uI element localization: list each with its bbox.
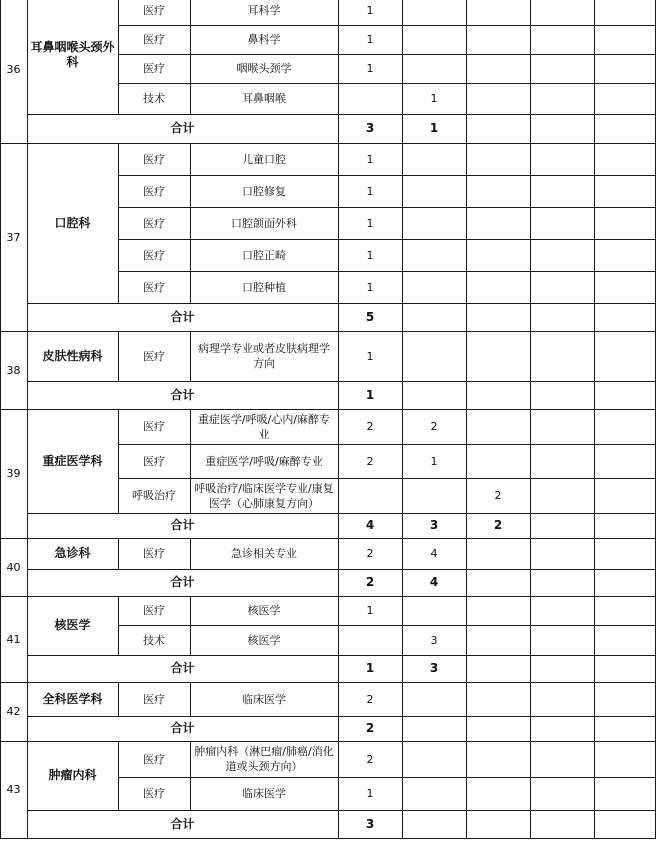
department-name: 皮肤性病科 xyxy=(42,348,103,363)
grid-line xyxy=(402,409,403,538)
total-label: 合计 xyxy=(170,309,195,324)
count-col-2 xyxy=(402,777,466,810)
grid-line xyxy=(530,538,531,596)
department-name: 肿瘤内科 xyxy=(48,768,97,782)
position-type: 医疗 xyxy=(143,420,165,433)
department-name: 急诊科 xyxy=(54,546,91,560)
total-label: 合计 xyxy=(170,387,195,402)
count-col-2: 1 xyxy=(430,454,438,468)
count-col-3 xyxy=(466,207,530,239)
total-label: 合计 xyxy=(170,816,195,831)
grid-line xyxy=(190,331,191,381)
total-label: 合计 xyxy=(170,518,195,532)
major-requirement: 口腔种植 xyxy=(242,280,286,294)
total-col-1: 2 xyxy=(365,721,375,735)
grid-line xyxy=(190,143,191,303)
total-label: 合计 xyxy=(170,121,195,135)
department-name: 核医学 xyxy=(54,618,91,632)
count-col-1: 1 xyxy=(366,184,374,198)
grid-line xyxy=(338,682,339,741)
count-col-3 xyxy=(466,596,530,625)
grid-line xyxy=(402,331,403,409)
position-type: 医疗 xyxy=(143,216,165,230)
count-col-3 xyxy=(466,777,530,810)
grid-line xyxy=(530,143,531,331)
count-col-3 xyxy=(466,444,530,478)
grid-line xyxy=(190,741,191,810)
count-col-3 xyxy=(466,175,530,207)
total-col-2 xyxy=(402,810,466,838)
count-col-1: 1 xyxy=(366,787,374,800)
grid-line xyxy=(27,0,28,143)
grid-line xyxy=(530,0,531,143)
row-index: 40 xyxy=(6,560,21,574)
grid-line xyxy=(338,409,339,538)
grid-line xyxy=(338,596,339,682)
position-type: 医疗 xyxy=(143,349,165,363)
total-col-1: 1 xyxy=(365,387,375,402)
total-col-2: 3 xyxy=(429,661,439,675)
grid-line xyxy=(27,538,28,596)
total-col-3 xyxy=(466,569,530,596)
grid-line xyxy=(402,143,403,331)
grid-line xyxy=(594,0,595,143)
grid-line xyxy=(466,331,467,409)
major-requirement: 重症医学/呼吸/麻醉专业 xyxy=(205,454,323,468)
count-col-3 xyxy=(466,741,530,777)
grid-line xyxy=(0,0,1,143)
major-requirement: 呼吸治疗/临床医学专业/康复医学（心肺康复方向） xyxy=(194,481,334,510)
major-requirement: 核医学 xyxy=(247,633,281,647)
grid-line xyxy=(118,143,119,303)
grid-line xyxy=(190,596,191,655)
count-col-1: 1 xyxy=(366,216,374,230)
position-type: 医疗 xyxy=(143,604,165,617)
grid-line xyxy=(530,741,531,838)
grid-line xyxy=(190,409,191,513)
count-col-1 xyxy=(338,478,402,513)
position-type: 医疗 xyxy=(143,454,165,468)
position-type: 医疗 xyxy=(143,547,165,560)
total-col-2: 4 xyxy=(429,575,439,589)
major-requirement: 口腔颌面外科 xyxy=(231,216,297,230)
grid-line xyxy=(27,409,28,538)
count-col-2 xyxy=(402,207,466,239)
grid-line xyxy=(190,0,191,114)
count-col-1: 1 xyxy=(366,604,374,617)
count-col-3 xyxy=(466,538,530,569)
major-requirement: 耳科学 xyxy=(247,4,281,17)
major-requirement: 临床医学 xyxy=(242,692,286,706)
grid-line xyxy=(118,596,119,655)
major-requirement: 耳鼻咽喉 xyxy=(242,92,286,105)
total-label: 合计 xyxy=(170,661,195,675)
total-col-2 xyxy=(402,303,466,331)
count-col-3 xyxy=(466,625,530,655)
grid-line xyxy=(594,143,595,331)
grid-line xyxy=(594,538,595,596)
count-col-2: 3 xyxy=(430,633,438,647)
row-index: 37 xyxy=(6,230,21,244)
grid-line xyxy=(0,741,1,838)
department-name: 口腔科 xyxy=(54,215,91,230)
count-col-2 xyxy=(402,741,466,777)
count-col-1: 1 xyxy=(366,4,374,17)
row-index: 36 xyxy=(6,63,21,76)
grid-line xyxy=(402,596,403,682)
position-type: 医疗 xyxy=(143,4,165,17)
total-col-3: 2 xyxy=(493,518,503,532)
grid-line xyxy=(118,741,119,810)
major-requirement: 临床医学 xyxy=(242,787,286,800)
position-type: 医疗 xyxy=(143,184,165,198)
count-col-3 xyxy=(466,143,530,175)
major-requirement: 口腔正畸 xyxy=(242,248,286,262)
total-col-3 xyxy=(466,303,530,331)
grid-line xyxy=(118,538,119,569)
count-col-2 xyxy=(402,239,466,271)
count-col-1: 1 xyxy=(366,62,374,75)
grid-line xyxy=(118,682,119,716)
count-col-2 xyxy=(402,596,466,625)
total-label: 合计 xyxy=(170,721,195,735)
grid-line xyxy=(118,409,119,513)
count-col-2 xyxy=(402,0,466,25)
count-col-1: 2 xyxy=(366,692,374,706)
count-col-2 xyxy=(402,54,466,83)
grid-line xyxy=(530,331,531,409)
count-col-3: 2 xyxy=(494,489,502,502)
total-col-2: 3 xyxy=(429,518,439,532)
count-col-2: 1 xyxy=(430,92,438,105)
count-col-1: 2 xyxy=(366,454,374,468)
total-col-2 xyxy=(402,716,466,741)
grid-line xyxy=(190,538,191,569)
total-col-3 xyxy=(466,655,530,682)
count-col-1: 1 xyxy=(366,349,374,363)
grid-line xyxy=(402,0,403,143)
position-type: 呼吸治疗 xyxy=(132,489,176,502)
total-col-1: 3 xyxy=(365,121,375,135)
grid-line xyxy=(594,741,595,838)
grid-line xyxy=(466,0,467,143)
grid-line xyxy=(402,682,403,741)
grid-line xyxy=(530,682,531,741)
position-type: 医疗 xyxy=(143,692,165,706)
count-col-3 xyxy=(466,25,530,54)
count-col-2 xyxy=(402,682,466,716)
count-col-2 xyxy=(402,331,466,381)
grid-line xyxy=(27,682,28,741)
grid-line xyxy=(27,741,28,838)
total-col-3 xyxy=(466,114,530,143)
total-col-1: 3 xyxy=(365,816,375,831)
count-col-3 xyxy=(466,409,530,444)
grid-line xyxy=(594,682,595,741)
total-col-2: 1 xyxy=(429,121,439,135)
department-name: 全科医学科 xyxy=(42,691,103,706)
total-col-2 xyxy=(402,381,466,409)
grid-line xyxy=(27,331,28,409)
grid-line xyxy=(530,409,531,538)
count-col-3 xyxy=(466,83,530,114)
major-requirement: 肿瘤内科（淋巴瘤/肺癌/消化道或头颈方向） xyxy=(194,745,334,773)
position-type: 医疗 xyxy=(143,62,165,75)
grid-line xyxy=(118,331,119,381)
count-col-1 xyxy=(338,83,402,114)
position-type: 医疗 xyxy=(143,787,165,800)
count-col-1: 1 xyxy=(366,152,374,166)
position-type: 医疗 xyxy=(143,280,165,294)
grid-line xyxy=(338,143,339,331)
total-col-1: 1 xyxy=(365,661,375,675)
total-col-1: 4 xyxy=(365,518,375,532)
grid-line xyxy=(466,741,467,838)
department-name: 重症医学科 xyxy=(42,453,103,468)
grid-line xyxy=(594,331,595,409)
grid-line xyxy=(338,331,339,409)
grid-line xyxy=(118,0,119,114)
row-index: 41 xyxy=(6,632,21,646)
count-col-1: 2 xyxy=(366,752,374,766)
grid-line xyxy=(0,838,656,839)
major-requirement: 口腔修复 xyxy=(242,184,286,198)
position-type: 医疗 xyxy=(143,752,165,766)
count-col-2: 2 xyxy=(430,420,438,433)
grid-line xyxy=(338,0,339,143)
major-requirement: 儿童口腔 xyxy=(242,152,286,166)
major-requirement: 咽喉头颈学 xyxy=(236,62,292,75)
count-col-2 xyxy=(402,478,466,513)
position-type: 医疗 xyxy=(143,152,165,166)
count-col-1: 2 xyxy=(366,547,374,560)
grid-line xyxy=(466,143,467,331)
grid-line xyxy=(466,409,467,538)
count-col-3 xyxy=(466,682,530,716)
count-col-3 xyxy=(466,271,530,303)
grid-line xyxy=(466,682,467,741)
grid-line xyxy=(338,741,339,838)
major-requirement: 急诊相关专业 xyxy=(231,547,297,560)
count-col-1: 1 xyxy=(366,33,374,46)
count-col-2 xyxy=(402,143,466,175)
major-requirement: 核医学 xyxy=(247,604,281,617)
grid-line xyxy=(0,143,1,331)
grid-line xyxy=(190,682,191,716)
grid-line xyxy=(338,538,339,596)
grid-line xyxy=(0,682,1,741)
count-col-2 xyxy=(402,271,466,303)
count-col-1 xyxy=(338,625,402,655)
position-type: 技术 xyxy=(143,92,165,105)
grid-line xyxy=(27,143,28,331)
row-index: 39 xyxy=(6,467,21,480)
count-col-1: 2 xyxy=(366,420,374,433)
major-requirement: 鼻科学 xyxy=(247,33,281,46)
count-col-3 xyxy=(466,54,530,83)
grid-line xyxy=(530,596,531,682)
count-col-3 xyxy=(466,331,530,381)
count-col-2 xyxy=(402,175,466,207)
grid-line xyxy=(27,596,28,682)
grid-line xyxy=(0,596,1,682)
grid-line xyxy=(0,409,1,538)
grid-line xyxy=(466,596,467,682)
total-col-3 xyxy=(466,716,530,741)
total-col-1: 2 xyxy=(365,575,375,589)
grid-line xyxy=(402,741,403,838)
grid-line xyxy=(594,596,595,682)
total-col-1: 5 xyxy=(365,309,375,324)
position-type: 医疗 xyxy=(143,33,165,46)
total-col-3 xyxy=(466,381,530,409)
count-col-2 xyxy=(402,25,466,54)
total-col-3 xyxy=(466,810,530,838)
grid-line xyxy=(0,538,1,596)
count-col-2: 4 xyxy=(430,547,438,560)
count-col-1: 1 xyxy=(366,280,374,294)
major-requirement: 病理学专业或者皮肤病理学方向 xyxy=(198,342,330,370)
row-index: 38 xyxy=(6,363,21,377)
position-type: 技术 xyxy=(143,633,165,647)
position-type: 医疗 xyxy=(143,248,165,262)
grid-line xyxy=(402,538,403,596)
count-col-3 xyxy=(466,239,530,271)
row-index: 42 xyxy=(6,705,21,718)
count-col-1: 1 xyxy=(366,248,374,262)
major-requirement: 重症医学/呼吸/心内/麻醉专业 xyxy=(197,412,331,441)
department-name: 耳鼻咽喉头颈外科 xyxy=(30,40,115,69)
row-index: 43 xyxy=(6,783,21,796)
count-col-3 xyxy=(466,0,530,25)
grid-line xyxy=(594,409,595,538)
grid-line xyxy=(466,538,467,596)
total-label: 合计 xyxy=(170,575,195,589)
grid-line xyxy=(0,331,1,409)
